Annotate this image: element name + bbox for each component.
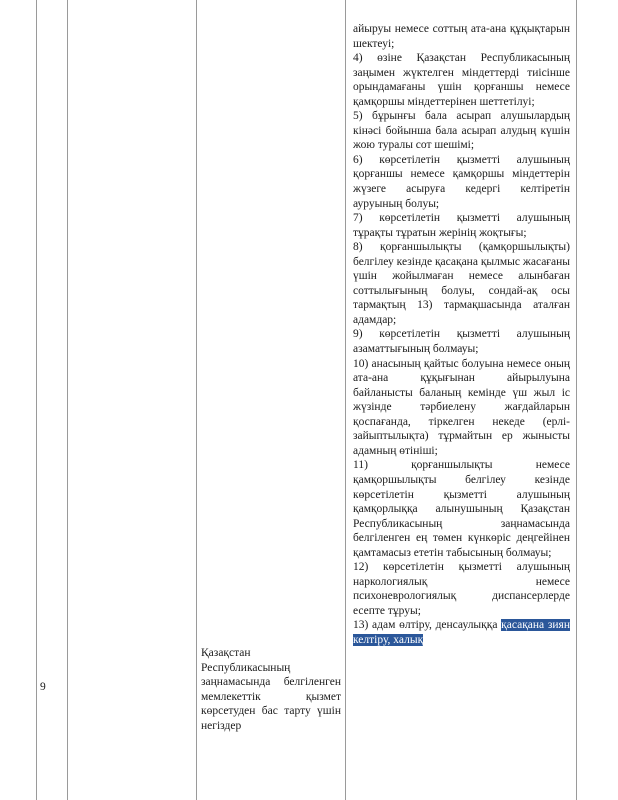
- table-border-line: [576, 0, 577, 800]
- details-paragraph: 8) қорғаншылықты (қамқоршылықты) белгілеу кезінде қасақана қылмыс жасағаны үшін жойылмаған немесе алынбаған соттылығының болуы, сондай-ақ осы тармақтың 13) тармақшасында аталған адамдар;: [353, 241, 570, 326]
- table-border-line: [36, 0, 37, 800]
- table-border-line: [196, 0, 197, 800]
- details-paragraph: 7) көрсетілетін қызметті алушының тұрақты тұратын жерінің жоқтығы;: [353, 212, 570, 239]
- details-paragraph-text: 13) адам өлтіру, денсаулыққа: [353, 619, 502, 632]
- table-border-line: [67, 0, 68, 800]
- details-paragraph: айыруы немесе соттың ата-ана құқықтарын шектеуі;: [353, 23, 570, 50]
- table-border-line: [345, 0, 346, 800]
- refusal-grounds-label: Қазақстан Республикасының заңнамасында белгіленген мемлекеттік қызмет көрсетуден бас тарту үшін негіздер: [201, 647, 341, 732]
- details-paragraph: 11) қорғаншылықты немесе қамқоршылықты белгілеу кезінде көрсетілетін қызметті алушының қамқорлыққа алынушының Қазақстан Республикасының заңнамасында белгіленген ең төмен күнкөріс деңгейінен қамтамасыз ететін табысының болмауы;: [353, 459, 570, 559]
- details-paragraph: [353, 618, 570, 647]
- details-paragraph: 5) бұрынғы бала асырап алушылардың кінәсі бойынша бала асырап алудың күшін жою туралы сот шешімі;: [353, 110, 570, 152]
- details-paragraph: 9) көрсетілетін қызметті алушының азаматтығының болмауы;: [353, 328, 570, 356]
- row-number: 9: [40, 681, 46, 693]
- details-paragraph: 6) көрсетілетін қызметті алушының қорғаншы немесе қамқоршы міндеттерін жүзеге асыруға кедергі келтіретін ауруының болуы;: [353, 153, 570, 210]
- refusal-grounds-details: [353, 22, 570, 648]
- details-paragraph: 4) өзіне Қазақстан Республикасының заңымен жүктелген міндеттерді тиісінше орындамағаны үшін қорғаншы немесе қамқоршы міндеттерінен шеттетілуі;: [353, 52, 570, 108]
- selected-text: қасақана зиян келтіру, халық: [353, 619, 570, 646]
- details-paragraph: 10) анасының қайтыс болуына немесе оның ата-ана құқығынан айырылуына байланысты баланың кемінде үш жыл іс жүзінде тәрбиелену жағдайларын қоспағанда, тіркелген некеде (ерлі-зайыптылықта) тұрмайтын ер жынысты адамның өтініші;: [353, 357, 570, 457]
- details-paragraph: 12) көрсетілетін қызметті алушының наркологиялық немесе психоневрологиялық диспансерлерде есепте тұруы;: [353, 561, 570, 617]
